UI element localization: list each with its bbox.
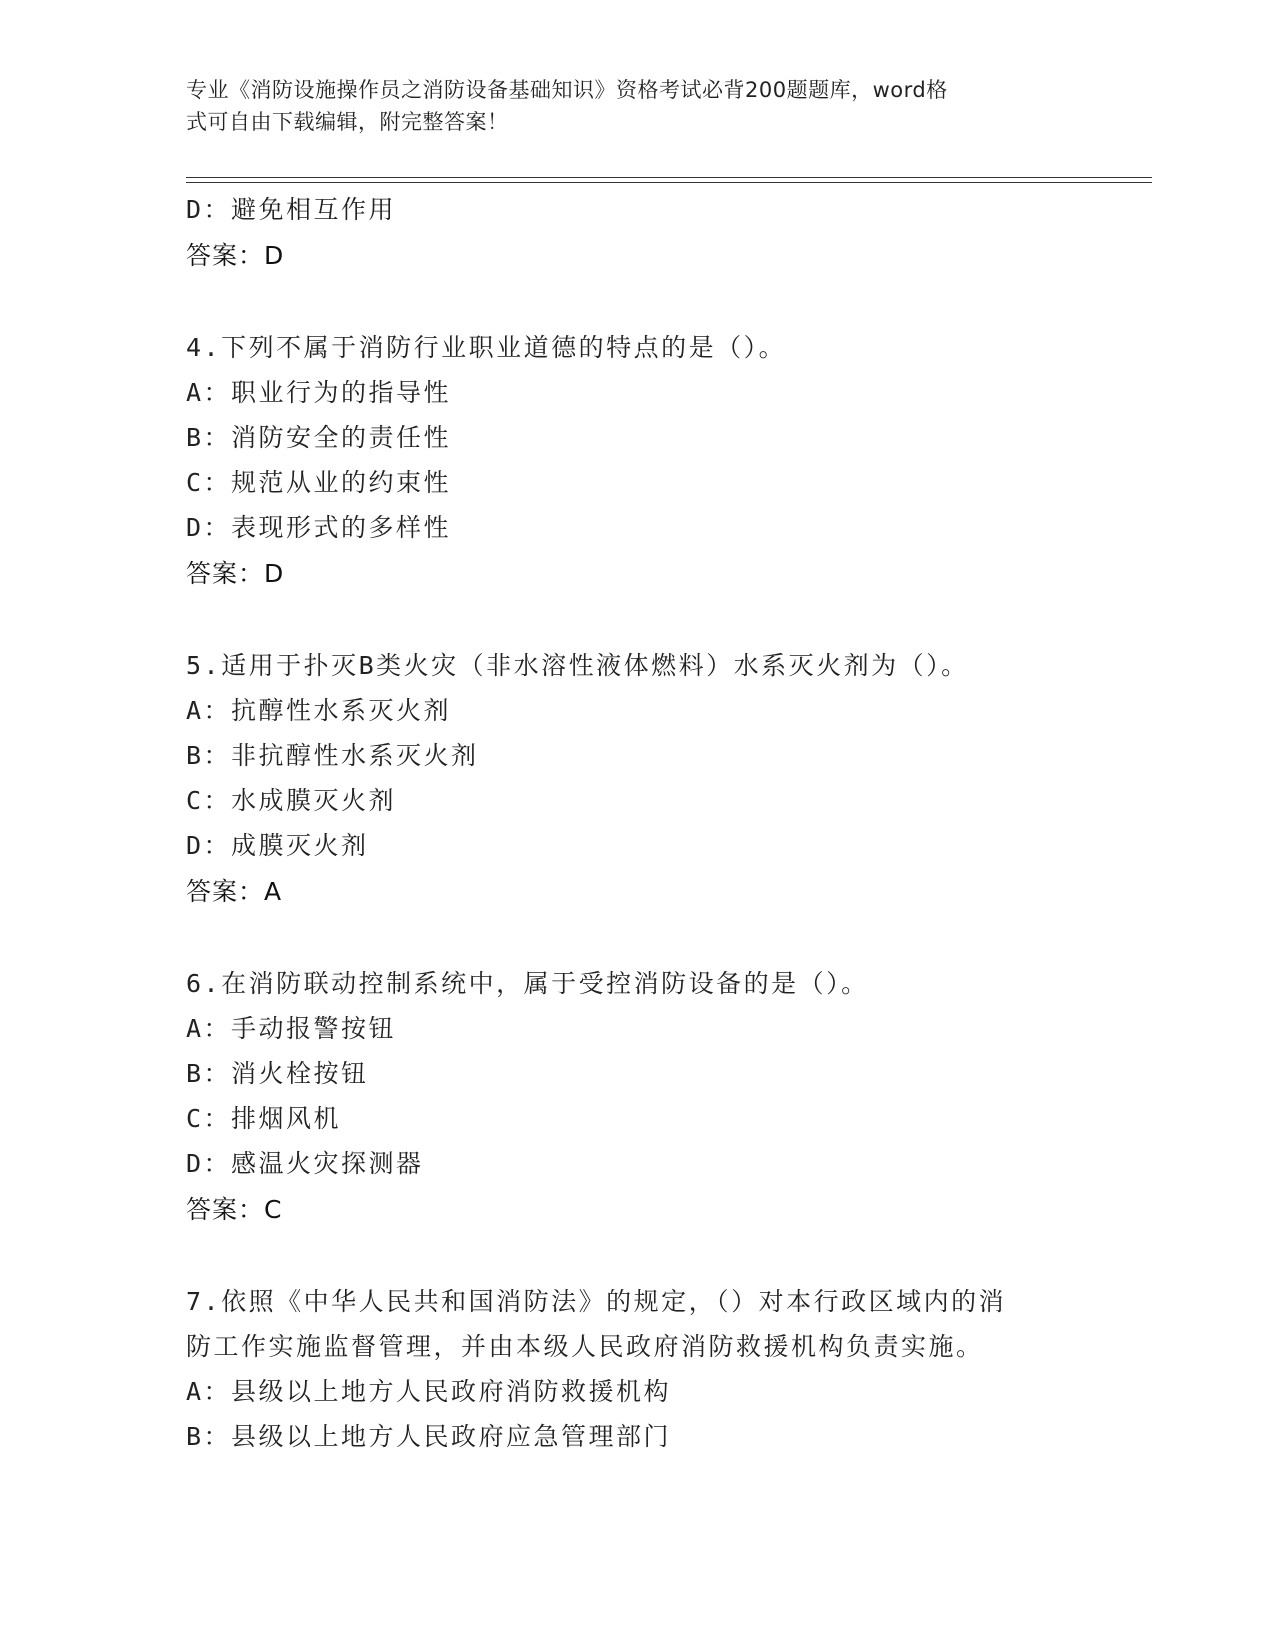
spacer	[186, 279, 1126, 325]
question-text: 6.在消防联动控制系统中，属于受控消防设备的是（）。	[186, 969, 869, 998]
option-b: B：县级以上地方人民政府应急管理部门	[186, 1422, 672, 1451]
option-b: B：消火栓按钮	[186, 1059, 369, 1088]
answer-line: 答案：C	[186, 1195, 283, 1224]
option-b: B：消防安全的责任性	[186, 423, 452, 452]
option-d: D：感温火灾探测器	[186, 1149, 424, 1178]
answer-line: 答案：D	[186, 241, 285, 270]
option-b: B：非抗醇性水系灭火剂	[186, 741, 479, 770]
option-c: C：规范从业的约束性	[186, 468, 452, 497]
answer-line: 答案：D	[186, 559, 285, 588]
question-block-4	[186, 325, 1126, 597]
question-text-line-2: 防工作实施监督管理，并由本级人民政府消防救援机构负责实施。	[186, 1332, 984, 1361]
option-c: C：排烟风机	[186, 1104, 342, 1133]
option-a: A：职业行为的指导性	[186, 378, 452, 407]
header-divider-top	[186, 177, 1152, 178]
header-line-1: 专业《消防设施操作员之消防设备基础知识》资格考试必背200题题库，word格	[186, 78, 948, 102]
option-d: D：成膜灭火剂	[186, 831, 369, 860]
option-a: A：手动报警按钮	[186, 1014, 397, 1043]
option-c: C：水成膜灭火剂	[186, 786, 397, 815]
spacer	[186, 597, 1126, 643]
question-text: 4.下列不属于消防行业职业道德的特点的是（）。	[186, 333, 787, 362]
question-block-3	[186, 187, 1126, 279]
option-a: A：县级以上地方人民政府消防救援机构	[186, 1377, 672, 1406]
question-text: 5.适用于扑灭B类火灾（非水溶性液体燃料）水系灭火剂为（）。	[186, 651, 969, 680]
option-d: D：表现形式的多样性	[186, 513, 452, 542]
spacer	[186, 1233, 1126, 1279]
option-d: D：避免相互作用	[186, 195, 397, 224]
question-block-5	[186, 643, 1126, 915]
spacer	[186, 915, 1126, 961]
document-header	[186, 74, 1066, 138]
answer-line: 答案：A	[186, 877, 283, 906]
question-list	[186, 187, 1126, 1459]
header-divider-bottom	[186, 182, 1152, 183]
header-line-2: 式可自由下载编辑，附完整答案！	[186, 110, 509, 134]
option-a: A：抗醇性水系灭火剂	[186, 696, 452, 725]
question-block-6	[186, 961, 1126, 1233]
question-text-line-1: 7.依照《中华人民共和国消防法》的规定，（）对本行政区域内的消	[186, 1287, 1007, 1316]
question-block-7	[186, 1279, 1126, 1459]
